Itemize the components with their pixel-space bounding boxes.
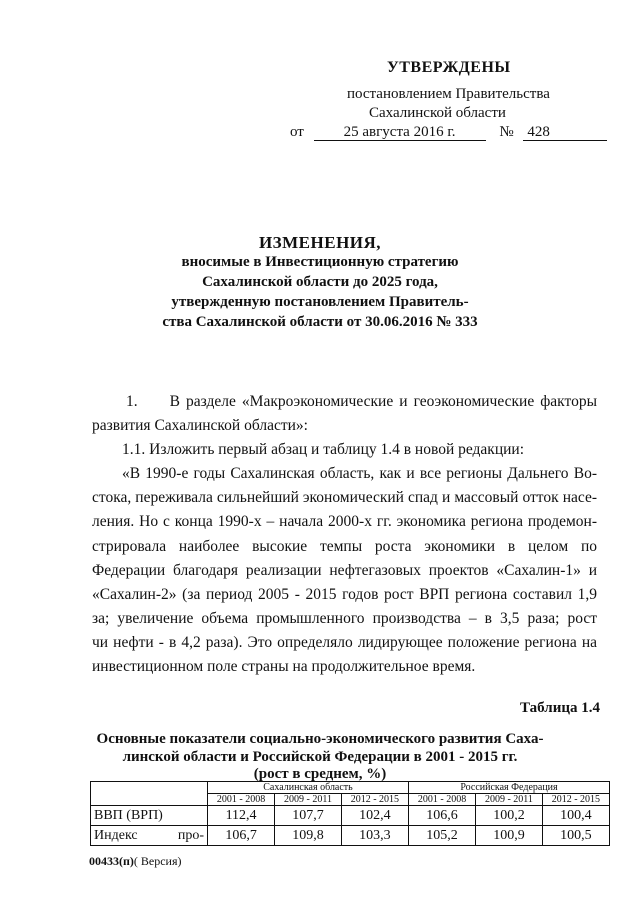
quote-line-9: инвестиционном поле страны на продолжительное время. [92,658,476,676]
period-header: 2001 - 2008 [408,794,475,806]
subitem-1-1: 1.1. Изложить первый абзац и таблицу 1.4 в новой редакции: [122,441,525,459]
quote-line-1: «В 1990-е годы Сахалинская область, как и все регионы Дальнего Во- [122,465,597,483]
quote-line-6: «Сахалин-2» (за период 2005 - 2015 годов рост ВРП региона составил 1,9 [92,585,597,603]
title-line-4: ства Сахалинской области от 30.06.2016 № 333 [162,314,478,330]
table-cell: 102,4 [341,806,408,826]
table-cell: 100,5 [542,826,609,846]
approval-number: 428 [523,124,607,141]
body-text [92,390,597,679]
table-caption-line-1: Основные показатели социально-экономического развития Саха- [96,731,544,747]
table-cell: 109,8 [275,826,342,846]
table-cell: 107,7 [275,806,342,826]
item-1-line-2: развития Сахалинской области»: [92,417,308,435]
table-group-header-row [91,782,610,794]
period-header: 2012 - 2015 [341,794,408,806]
group-header-russia: Российская Федерация [408,782,609,794]
title-line-3: утвержденную постановлением Правитель- [171,294,469,310]
period-header: 2009 - 2011 [275,794,342,806]
table-cell: 105,2 [408,826,475,846]
period-header: 2009 - 2011 [476,794,543,806]
quote-line-4: стрировала наиболее высокие темпы роста экономики в целом по [92,537,597,555]
table-corner-cell [91,782,208,806]
table-cell: 112,4 [208,806,275,826]
quote-line-3: ления. Но с конца 1990-х – начала 2000-х гг. экономика региона продемон- [92,513,597,531]
table-cell: 106,7 [208,826,275,846]
table-row [91,806,610,826]
from-label: от [290,124,304,140]
period-header: 2001 - 2008 [208,794,275,806]
table-cell: 100,4 [542,806,609,826]
table-caption-line-3: (рост в среднем, %) [253,766,387,782]
group-header-sakhalin: Сахалинская область [208,782,409,794]
period-header: 2012 - 2015 [542,794,609,806]
approval-line-2: Сахалинской области [369,105,506,121]
item-1-line-1: 1. В разделе «Макроэкономические и геоэкономические факторы [92,390,597,414]
footer-code: 00433(п)( Версия) [89,854,182,868]
approval-line-1: постановлением Правительства [347,86,550,102]
title-line-1: вносимые в Инвестиционную стратегию [181,254,459,270]
approved-heading: УТВЕРЖДЕНЫ [387,59,511,76]
row-label: Индекс про- [91,826,208,846]
title-line-2: Сахалинской области до 2025 года, [202,274,438,290]
table-cell: 100,9 [476,826,543,846]
approval-date: 25 августа 2016 г. [314,124,486,141]
table-caption-line-2: линской области и Российской Федерации в 2001 - 2015 гг. [122,749,518,765]
table-cell: 103,3 [341,826,408,846]
table-cell: 106,6 [408,806,475,826]
number-label: № [499,124,514,140]
table-row [91,826,610,846]
quote-line-8: чи нефти - в 4,2 раза). Это определяло лидирующее положение региона на [92,633,597,651]
quote-line-7: за; увеличение объема промышленного производства – в 3,5 раза; рост [92,609,597,627]
table-cell: 100,2 [476,806,543,826]
approval-date-row [290,124,607,141]
item-1-number: 1. [126,393,138,410]
indicators-table [90,781,610,846]
table-label: Таблица 1.4 [520,700,600,716]
document-title: ИЗМЕНЕНИЯ, [258,233,382,252]
row-label: ВВП (ВРП) [91,806,208,826]
quote-line-5: Федерации благодаря реализации нефтегазовых проектов «Сахалин-1» и [92,561,597,579]
quote-line-2: стока, переживала сильнейший экономический спад и массовый отток насе- [92,489,597,507]
